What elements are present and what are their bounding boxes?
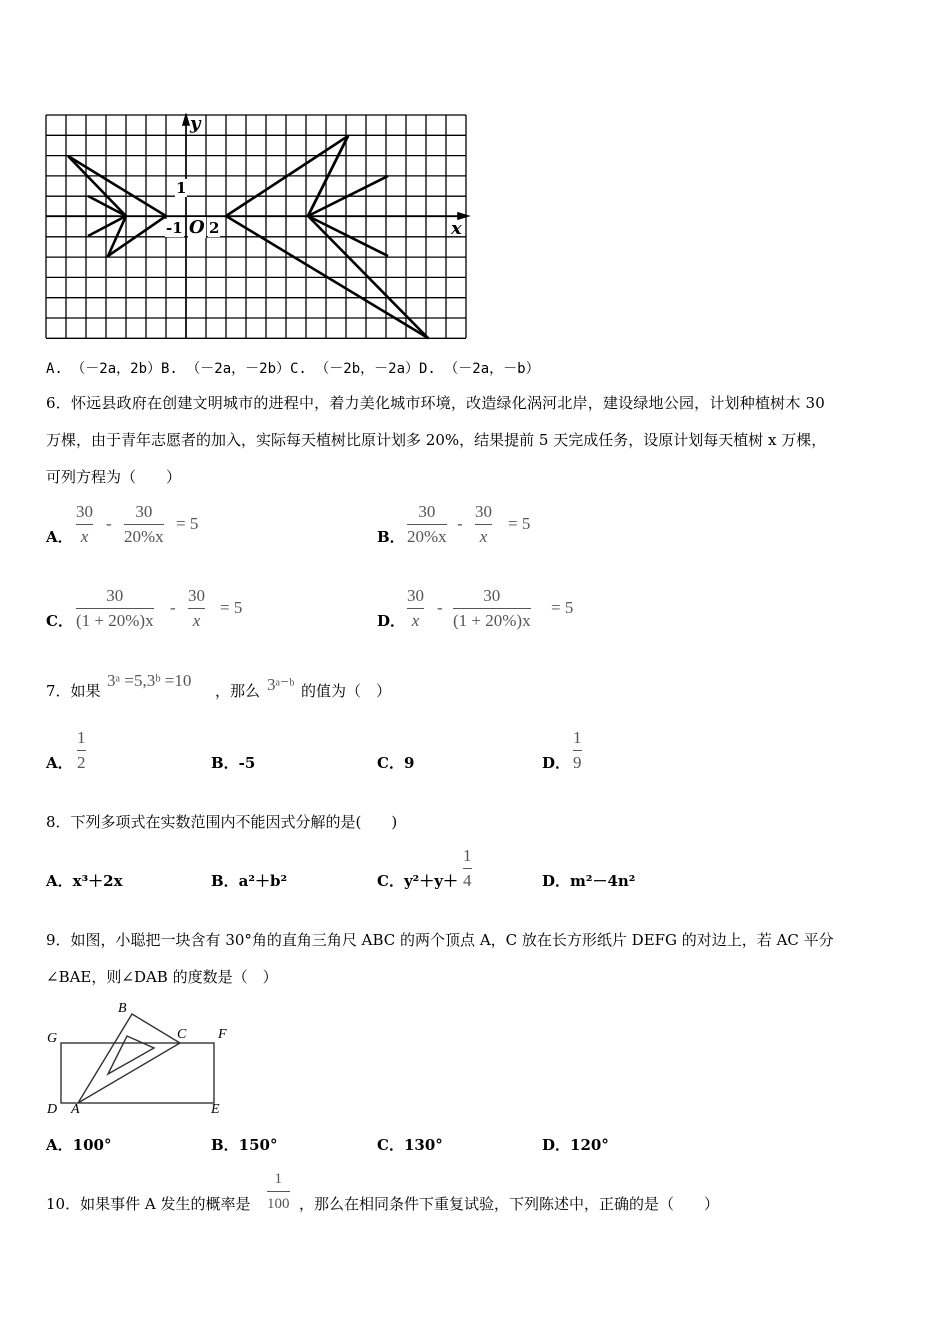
q9-option-a: A．100° xyxy=(46,1136,112,1154)
minus-sign: - xyxy=(437,598,443,617)
q7-a-frac xyxy=(77,728,86,773)
fig-label-e: E xyxy=(211,1102,220,1117)
origin-label: O xyxy=(189,217,205,238)
numerator: 30 xyxy=(418,502,436,521)
equals-five: = 5 xyxy=(176,514,199,533)
q6-b-frac2 xyxy=(475,502,492,547)
minus-sign: - xyxy=(457,514,463,533)
fig-label-g: G xyxy=(47,1031,58,1046)
q6-d-frac2 xyxy=(453,586,531,631)
numerator: 30 xyxy=(135,502,153,521)
denominator: 4 xyxy=(463,871,472,890)
q6-stem-line1: 6．怀远县政府在创建文明城市的进程中，着力美化城市环境，改造绿化涡河北岸，建设绿地公园，计划种植树木 30 xyxy=(46,394,826,412)
denominator: x xyxy=(411,611,420,630)
q10-frac xyxy=(267,1169,290,1214)
denominator: 9 xyxy=(573,753,582,772)
denominator: 100 xyxy=(267,1196,290,1212)
numerator: 30 xyxy=(483,586,501,605)
numerator: 1 xyxy=(274,1171,282,1187)
q8-stem: 8．下列多项式在实数范围内不能因式分解的是( ) xyxy=(46,813,398,831)
q8-option-b: B．a²＋b² xyxy=(211,872,288,890)
q5-options: A. （－2a，2b）B. （－2a，－2b）C. （－2b，－2a）D. （－2a，－b） xyxy=(46,361,540,377)
numerator: 30 xyxy=(76,502,93,521)
numerator: 30 xyxy=(188,586,205,605)
q6-stem-line3: 可列方程为（ ） xyxy=(46,468,182,486)
q7-prefix: 7．如果 xyxy=(46,682,101,700)
axis-x-label: x xyxy=(451,218,462,239)
numerator: 30 xyxy=(407,586,424,605)
minus-sign: - xyxy=(170,598,176,617)
q6-option-d-label: D． xyxy=(377,612,406,630)
fig-label-d: D xyxy=(47,1102,58,1117)
q9-stem-line1: 9．如图，小聪把一块含有 30°角的直角三角尺 ABC 的两个顶点 A，C 放在长方形纸片 DEFG 的对边上，若 AC 平分 xyxy=(46,931,834,949)
tick-1-label: 1 xyxy=(176,179,187,197)
q6-stem-line2: 万棵，由于青年志愿者的加入，实际每天植树比原计划多 20%，结果提前 5 天完成任务，设原计划每天植树 x 万棵， xyxy=(46,431,827,449)
q7-suffix: 的值为（ ） xyxy=(301,682,392,700)
tick-neg1-label: -1 xyxy=(166,219,183,237)
q6-option-a-label: A． xyxy=(46,528,73,546)
fig-label-c: C xyxy=(177,1027,187,1042)
numerator: 1 xyxy=(77,728,86,747)
q8-option-a: A．x³＋2x xyxy=(46,872,123,890)
denominator: 20%x xyxy=(124,527,164,546)
denominator: (1 + 20%)x xyxy=(453,611,531,630)
q7-option-b: B．-5 xyxy=(211,754,256,772)
q7-d-frac xyxy=(573,728,582,773)
q6-a-frac2 xyxy=(124,502,164,547)
axis-y-label: y xyxy=(190,113,201,134)
q7-expression: 3ᵃ⁻ᵇ xyxy=(267,675,295,694)
numerator: 30 xyxy=(475,502,492,521)
q6-d-frac1 xyxy=(407,586,424,631)
denominator: (1 + 20%)x xyxy=(76,611,154,630)
q9-option-c: C．130° xyxy=(377,1136,443,1154)
fig-label-b: B xyxy=(118,1001,127,1016)
tick-2-label: 2 xyxy=(209,219,220,237)
q6-b-frac1 xyxy=(407,502,447,547)
denominator: 2 xyxy=(77,753,86,772)
coordinate-grid-figure xyxy=(44,113,474,343)
q6-option-b-label: B． xyxy=(377,528,405,546)
equals-five: = 5 xyxy=(508,514,531,533)
fig-label-a: A xyxy=(71,1102,80,1117)
q7-option-d-label: D． xyxy=(542,754,571,772)
q6-a-frac1 xyxy=(76,502,93,547)
numerator: 1 xyxy=(573,728,582,747)
q10-prefix: 10．如果事件 A 发生的概率是 xyxy=(46,1195,251,1213)
numerator: 1 xyxy=(463,846,472,865)
q10-suffix: ，那么在相同条件下重复试验，下列陈述中，正确的是（ ） xyxy=(299,1195,720,1213)
q7-condition: 3ᵃ =5,3ᵇ =10 xyxy=(107,671,192,690)
q6-c-frac1 xyxy=(76,586,154,631)
equals-five: = 5 xyxy=(551,598,574,617)
q9-option-b: B．150° xyxy=(211,1136,278,1154)
q6-c-frac2 xyxy=(188,586,205,631)
fig-label-f: F xyxy=(218,1027,227,1042)
q7-option-a-label: A． xyxy=(46,754,73,772)
q6-option-c-label: C． xyxy=(46,612,73,630)
denominator: x xyxy=(80,527,89,546)
denominator: x xyxy=(192,611,201,630)
q8-option-c: C．y²＋y＋ xyxy=(377,872,458,890)
q7-option-c: C．9 xyxy=(377,754,415,772)
denominator: x xyxy=(479,527,488,546)
numerator: 30 xyxy=(106,586,124,605)
q7-mid: ，那么 xyxy=(215,682,261,700)
minus-sign: - xyxy=(106,514,112,533)
q8-option-d: D．m²－4n² xyxy=(542,872,636,890)
denominator: 20%x xyxy=(407,527,447,546)
equals-five: = 5 xyxy=(220,598,243,617)
q8-c-frac xyxy=(463,846,472,891)
q9-option-d: D．120° xyxy=(542,1136,609,1154)
q9-stem-line2: ∠BAE，则∠DAB 的度数是（ ） xyxy=(46,968,278,986)
